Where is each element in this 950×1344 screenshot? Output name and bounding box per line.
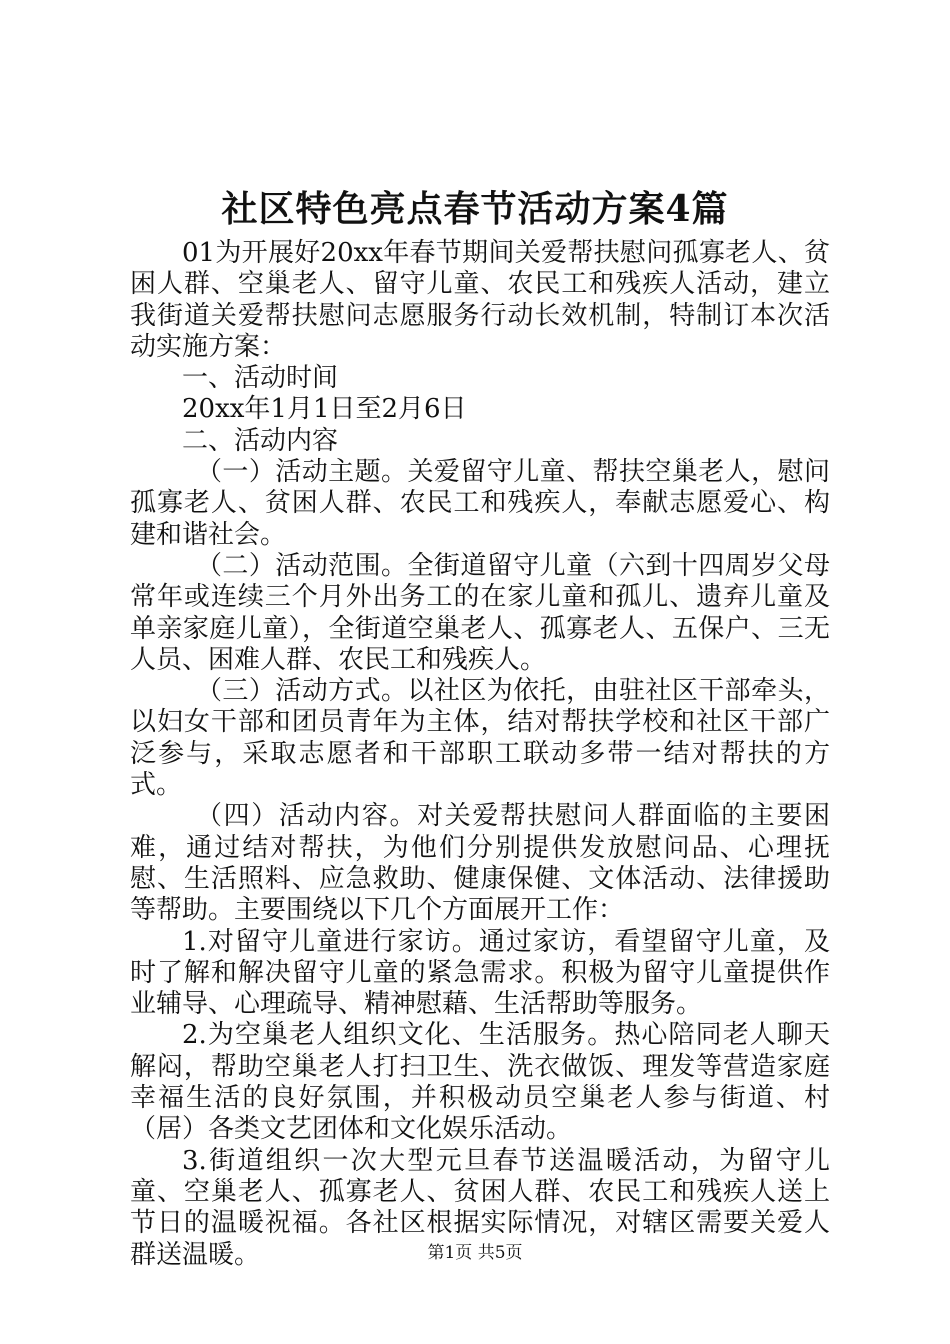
paragraph-activity-theme: （一）活动主题。关爱留守儿童、帮扶空巢老人，慰问孤寡老人、贫困人群、农民工和残疾人，奉献志愿爱心、构建和谐社会。: [130, 457, 830, 550]
list-item-home-visits: 1.对留守儿童进行家访。通过家访，看望留守儿童，及时了解和解决留守儿童的紧急需求。积极为留守儿童提供作业辅导、心理疏导、精神慰藉、生活帮助等服务。: [130, 926, 830, 1020]
page-number-footer: 第1页 共5页: [427, 1243, 523, 1263]
paragraph-intro: 01为开展好20xx年春节期间关爱帮扶慰问孤寡老人、贫困人群、空巢老人、留守儿童、农民工和残疾人活动，建立我街道关爱帮扶慰问志愿服务行动长效机制，特制订本次活动实施方案：: [130, 238, 830, 362]
document-body: [130, 238, 830, 1271]
list-item-elderly-services: 2.为空巢老人组织文化、生活服务。热心陪同老人聊天解闷，帮助空巢老人打扫卫生、洗衣做饭、理发等营造家庭幸福生活的良好氛围，并积极动员空巢老人参与街道、村（居）各类文艺团体和文化娱乐活动。: [130, 1020, 830, 1145]
paragraph-activity-scope: （二）活动范围。全街道留守儿童（六到十四周岁父母常年或连续三个月外出务工的在家儿童和孤儿、遗弃儿童及单亲家庭儿童），全街道空巢老人、孤寡老人、五保户、三无人员、困难人群、农民工和残疾人。: [130, 550, 830, 675]
heading-activity-time: 一、活动时间: [182, 363, 339, 394]
paragraph-activity-dates: 20xx年1月1日至2月6日: [182, 394, 467, 425]
heading-activity-content: 二、活动内容: [182, 425, 339, 456]
paragraph-activity-details: （四）活动内容。对关爱帮扶慰问人群面临的主要困难，通过结对帮扶，为他们分别提供发放慰问品、心理抚慰、生活照料、应急救助、健康保健、文体活动、法律援助等帮助。主要围绕以下几个方面展开工作：: [130, 801, 830, 926]
list-item-warmth-event: 3.街道组织一次大型元旦春节送温暖活动，为留守儿童、空巢老人、孤寡老人、贫困人群、农民工和残疾人送上节日的温暖祝福。各社区根据实际情况，对辖区需要关爱人群送温暖。: [130, 1145, 830, 1270]
paragraph-activity-method: （三）活动方式。以社区为依托，由驻社区干部牵头，以妇女干部和团员青年为主体，结对帮扶学校和社区干部广泛参与，采取志愿者和干部职工联动多带一结对帮扶的方式。: [130, 676, 830, 801]
document-title: 社区特色亮点春节活动方案4篇: [221, 188, 729, 230]
